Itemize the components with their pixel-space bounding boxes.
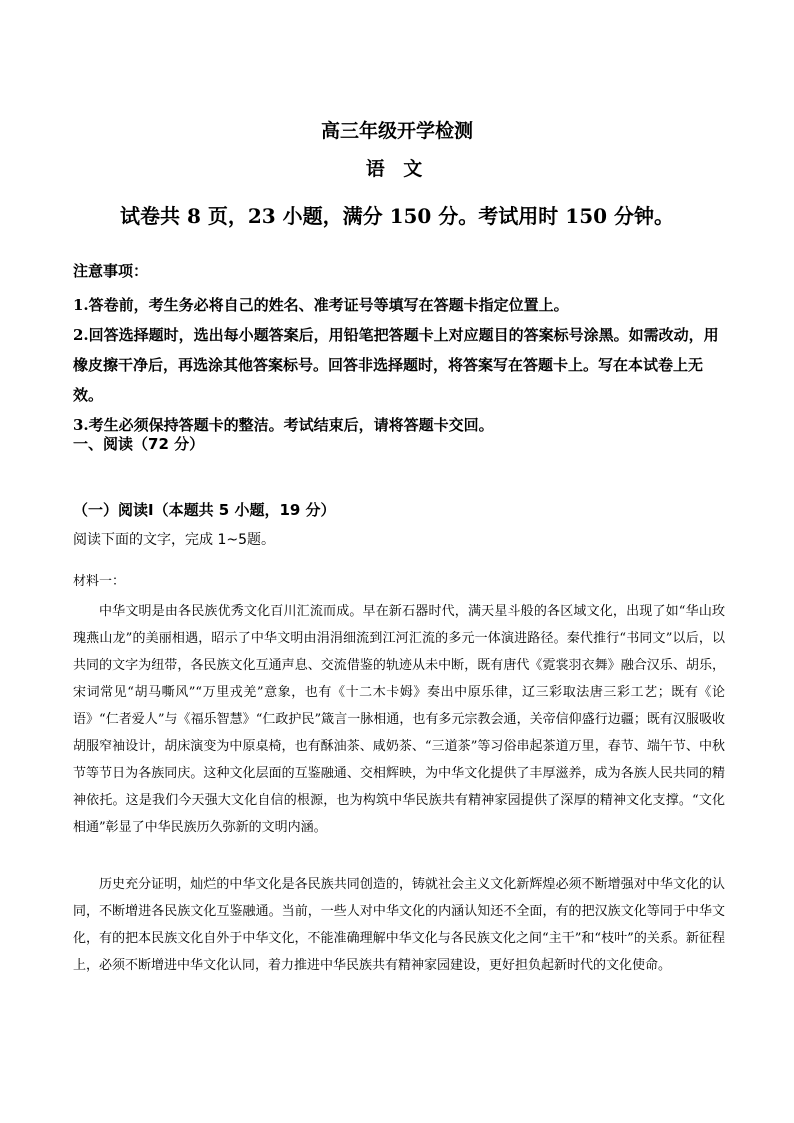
exam-info: 试卷共 8 页，23 小题，满分 150 分。考试用时 150 分钟。 <box>120 204 674 228</box>
exam-title: 高三年级开学检测 <box>320 120 473 142</box>
paragraph: 历史充分证明，灿烂的中华文化是各民族共同创造的，铸就社会主义文化新辉煌必须不断增强对中华文化的认同，不断增进各民族文化互鉴融通。当前，一些人对中华文化的内涵认知还不全面，有的把汉族文化等同于中华文化，有的把本民族文化自外于中华文化，不能准确理解中华文化与各民族文化之间“主干”和“枝叶”的关系。新征程上，必须不断增进中华文化认同，着力推进中华民族共有精神家园建设，更好担负起新时代的文化使命。 <box>73 877 725 973</box>
subject-title: 语 文 <box>365 158 429 180</box>
notice-heading: 注意事项： <box>73 262 149 280</box>
notice-item-3: 3.考生必须保持答题卡的整洁。考试结束后，请将答题卡交回。 <box>73 416 494 434</box>
reading-instruction: 阅读下面的文字，完成 1~5题。 <box>73 532 275 548</box>
notice-item-1: 1.答卷前，考生务必将自己的姓名、准考证号等填写在答题卡指定位置上。 <box>73 296 569 314</box>
paragraph: 中华文明是由各民族优秀文化百川汇流而成。早在新石器时代，满天星斗般的各区域文化，出现了如“华山玫瑰燕山龙”的美丽相遇，昭示了中华文明由涓涓细流到江河汇流的多元一体演进路径。秦代推行“书同文”以后，以共同的文字为纽带，各民族文化互通声息、交流借鉴的轨迹从未中断，既有唐代《霓裳羽衣舞》融合汉乐、胡乐，宋词常见“胡马嘶风”“万里戎羌”意象，也有《十二木卡姆》奏出中原乐律，辽三彩取法唐三彩工艺；既有《论语》“仁者爱人”与《福乐智慧》“仁政护民”箴言一脉相通，也有多元宗教会通，关帝信仰盛行边疆；既有汉服吸收胡服窄袖设计，胡床演变为中原桌椅，也有酥油茶、咸奶茶、“三道茶”等习俗串起茶道万里，春节、端午节、中秋节等节日为各族同庆。这种文化层面的互鉴融通、交相辉映，为中华文化提供了丰厚滋养，成为各族人民共同的精神依托。这是我们今天强大文化自信的根源，也为构筑中华民族共有精神家园提供了深厚的精神文化支撑。“文化相通”彰显了中华民族历久弥新的文明内涵。 <box>73 604 725 835</box>
notice-item-2: 2.回答选择题时，选出每小题答案后，用铅笔把答题卡上对应题目的答案标号涂黑。如需改动，用橡皮擦干净后，再选涂其他答案标号。回答非选择题时，将答案写在答题卡上。写在本试卷上无效。 <box>73 326 719 404</box>
material-label: 材料一： <box>73 574 126 589</box>
subsection-heading: （一）阅读Ⅰ（本题共 5 小题，19 分） <box>73 501 336 519</box>
section-heading: 一、阅读（72 分） <box>73 435 205 453</box>
